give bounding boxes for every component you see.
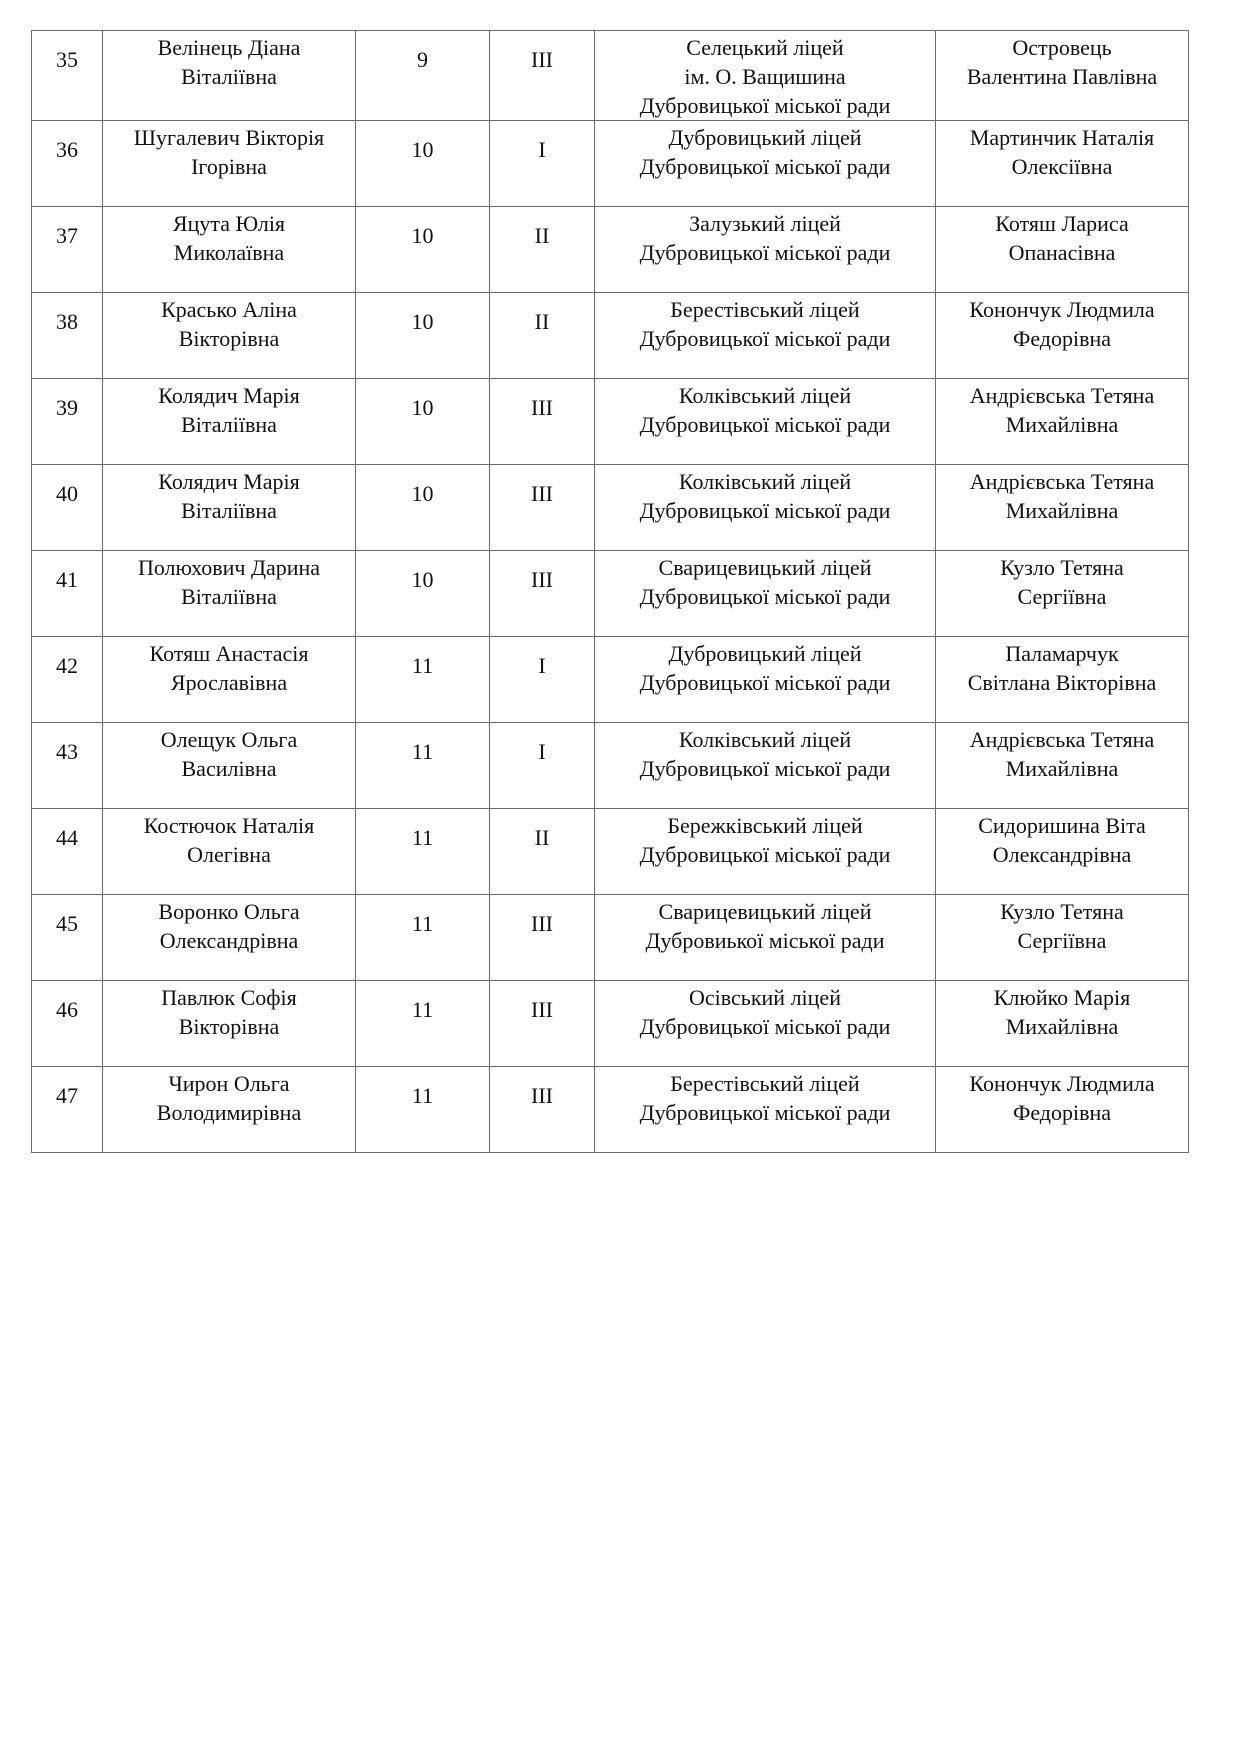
row-number-cell: 36 bbox=[32, 121, 103, 207]
teacher-cell bbox=[936, 121, 1189, 207]
student-name-cell bbox=[103, 637, 356, 723]
school-cell-line: Дубровицької міської ради bbox=[639, 756, 891, 781]
student-name-cell-line: Віталіївна bbox=[181, 412, 277, 437]
grade-cell: 10 bbox=[356, 379, 490, 465]
teacher-cell bbox=[936, 809, 1189, 895]
teacher-cell-line: Михайлівна bbox=[1005, 412, 1119, 437]
teacher-cell bbox=[936, 723, 1189, 809]
table-row bbox=[32, 207, 1189, 293]
student-name-cell-line: Ігорівна bbox=[191, 154, 267, 179]
student-name-cell-line: Яцута Юлія bbox=[172, 211, 286, 236]
table-row bbox=[32, 1067, 1189, 1153]
school-cell bbox=[595, 465, 936, 551]
row-number-cell: 46 bbox=[32, 981, 103, 1067]
school-cell bbox=[595, 551, 936, 637]
teacher-cell-line: Олександрівна bbox=[992, 842, 1132, 867]
teacher-cell-line: Опанасівна bbox=[1008, 240, 1116, 265]
school-cell-line: Берестівський ліцей bbox=[670, 297, 860, 322]
student-name-cell bbox=[103, 379, 356, 465]
school-cell-line: Колківський ліцей bbox=[678, 383, 852, 408]
teacher-cell bbox=[936, 379, 1189, 465]
teacher-cell-line: Конончук Людмила bbox=[969, 1071, 1155, 1096]
place-cell: II bbox=[490, 207, 595, 293]
place-cell: II bbox=[490, 293, 595, 379]
table-row bbox=[32, 31, 1189, 121]
table-row bbox=[32, 723, 1189, 809]
grade-cell: 10 bbox=[356, 293, 490, 379]
school-cell-line: Дубровицької міської ради bbox=[639, 1100, 891, 1125]
row-number-cell: 47 bbox=[32, 1067, 103, 1153]
row-number-cell: 40 bbox=[32, 465, 103, 551]
teacher-cell-line: Паламарчук bbox=[1005, 641, 1119, 666]
grade-cell: 9 bbox=[356, 31, 490, 121]
place-cell: I bbox=[490, 723, 595, 809]
school-cell bbox=[595, 207, 936, 293]
student-name-cell-line: Красько Аліна bbox=[161, 297, 297, 322]
table-row bbox=[32, 981, 1189, 1067]
school-cell-line: Дубровицької міської ради bbox=[639, 93, 891, 118]
student-name-cell-line: Вікторівна bbox=[178, 326, 280, 351]
student-name-cell-line: Котяш Анастасія bbox=[149, 641, 309, 666]
student-name-cell bbox=[103, 551, 356, 637]
student-name-cell-line: Віталіївна bbox=[181, 498, 277, 523]
grade-cell: 11 bbox=[356, 895, 490, 981]
student-name-cell-line: Василівна bbox=[181, 756, 277, 781]
row-number-cell: 41 bbox=[32, 551, 103, 637]
teacher-cell bbox=[936, 981, 1189, 1067]
school-cell-line: Залузький ліцей bbox=[689, 211, 841, 236]
table-row bbox=[32, 293, 1189, 379]
student-name-cell-line: Віталіївна bbox=[181, 584, 277, 609]
student-name-cell bbox=[103, 809, 356, 895]
student-name-cell bbox=[103, 31, 356, 121]
teacher-cell-line: Світлана Вікторівна bbox=[967, 670, 1157, 695]
grade-cell: 11 bbox=[356, 809, 490, 895]
teacher-cell-line: Михайлівна bbox=[1005, 1014, 1119, 1039]
student-name-cell-line: Костючок Наталія bbox=[143, 813, 315, 838]
school-cell-line: Осівський ліцей bbox=[689, 985, 841, 1010]
teacher-cell-line: Федорівна bbox=[1012, 1100, 1112, 1125]
school-cell bbox=[595, 1067, 936, 1153]
school-cell-line: Дубровиької міської ради bbox=[645, 928, 885, 953]
grade-cell: 11 bbox=[356, 1067, 490, 1153]
school-cell-line: Дубровицький ліцей bbox=[668, 641, 862, 666]
place-cell: I bbox=[490, 637, 595, 723]
teacher-cell-line: Михайлівна bbox=[1005, 756, 1119, 781]
student-name-cell-line: Павлюк Софія bbox=[161, 985, 297, 1010]
teacher-cell-line: Федорівна bbox=[1012, 326, 1112, 351]
row-number-cell: 44 bbox=[32, 809, 103, 895]
student-name-cell bbox=[103, 121, 356, 207]
school-cell-line: Дубровицької міської ради bbox=[639, 498, 891, 523]
place-cell: II bbox=[490, 809, 595, 895]
teacher-cell-line: Конончук Людмила bbox=[969, 297, 1155, 322]
teacher-cell-line: Олексіївна bbox=[1011, 154, 1113, 179]
student-name-cell bbox=[103, 981, 356, 1067]
student-name-cell bbox=[103, 293, 356, 379]
school-cell bbox=[595, 637, 936, 723]
student-name-cell-line: Володимирівна bbox=[156, 1100, 302, 1125]
student-name-cell bbox=[103, 723, 356, 809]
school-cell bbox=[595, 121, 936, 207]
school-cell-line: ім. О. Ващишина bbox=[684, 64, 846, 89]
student-name-cell-line: Віталіївна bbox=[181, 64, 277, 89]
school-cell-line: Сварицевицький ліцей bbox=[658, 555, 872, 580]
grade-cell: 10 bbox=[356, 465, 490, 551]
student-name-cell bbox=[103, 1067, 356, 1153]
row-number-cell: 42 bbox=[32, 637, 103, 723]
school-cell-line: Дубровицької міської ради bbox=[639, 584, 891, 609]
grade-cell: 11 bbox=[356, 637, 490, 723]
table-row bbox=[32, 895, 1189, 981]
row-number-cell: 45 bbox=[32, 895, 103, 981]
school-cell bbox=[595, 31, 936, 121]
teacher-cell-line: Кузло Тетяна bbox=[1000, 555, 1124, 580]
student-name-cell-line: Олегівна bbox=[187, 842, 271, 867]
teacher-cell-line: Андрієвська Тетяна bbox=[969, 469, 1155, 494]
results-table bbox=[31, 30, 1189, 1153]
school-cell-line: Дубровицької міської ради bbox=[639, 240, 891, 265]
school-cell-line: Дубровицької міської ради bbox=[639, 326, 891, 351]
table-row bbox=[32, 465, 1189, 551]
teacher-cell bbox=[936, 1067, 1189, 1153]
place-cell: III bbox=[490, 551, 595, 637]
place-cell: III bbox=[490, 1067, 595, 1153]
place-cell: III bbox=[490, 379, 595, 465]
school-cell bbox=[595, 293, 936, 379]
school-cell-line: Колківський ліцей bbox=[678, 469, 852, 494]
teacher-cell-line: Клюйко Марія bbox=[993, 985, 1131, 1010]
place-cell: III bbox=[490, 895, 595, 981]
student-name-cell-line: Миколаївна bbox=[173, 240, 285, 265]
student-name-cell-line: Шугалевич Вікторія bbox=[133, 125, 325, 150]
school-cell-line: Дубровицької міської ради bbox=[639, 842, 891, 867]
school-cell-line: Селецький ліцей bbox=[686, 35, 844, 60]
school-cell-line: Дубровицької міської ради bbox=[639, 412, 891, 437]
grade-cell: 11 bbox=[356, 981, 490, 1067]
teacher-cell-line: Сергіївна bbox=[1017, 584, 1107, 609]
student-name-cell-line: Колядич Марія bbox=[158, 383, 300, 408]
teacher-cell-line: Андрієвська Тетяна bbox=[969, 727, 1155, 752]
school-cell bbox=[595, 809, 936, 895]
teacher-cell bbox=[936, 207, 1189, 293]
row-number-cell: 39 bbox=[32, 379, 103, 465]
school-cell bbox=[595, 379, 936, 465]
student-name-cell-line: Олександрівна bbox=[159, 928, 299, 953]
table-row bbox=[32, 637, 1189, 723]
school-cell bbox=[595, 895, 936, 981]
school-cell-line: Берестівський ліцей bbox=[670, 1071, 860, 1096]
teacher-cell-line: Островець bbox=[1012, 35, 1112, 60]
student-name-cell bbox=[103, 465, 356, 551]
row-number-cell: 37 bbox=[32, 207, 103, 293]
place-cell: III bbox=[490, 31, 595, 121]
school-cell-line: Колківський ліцей bbox=[678, 727, 852, 752]
grade-cell: 10 bbox=[356, 551, 490, 637]
school-cell-line: Сварицевицький ліцей bbox=[658, 899, 872, 924]
teacher-cell-line: Сергіївна bbox=[1017, 928, 1107, 953]
school-cell bbox=[595, 723, 936, 809]
row-number-cell: 38 bbox=[32, 293, 103, 379]
school-cell-line: Дубровицької міської ради bbox=[639, 670, 891, 695]
student-name-cell bbox=[103, 895, 356, 981]
teacher-cell-line: Сидоришина Віта bbox=[978, 813, 1146, 838]
place-cell: III bbox=[490, 465, 595, 551]
teacher-cell bbox=[936, 293, 1189, 379]
school-cell-line: Дубровицький ліцей bbox=[668, 125, 862, 150]
teacher-cell-line: Андрієвська Тетяна bbox=[969, 383, 1155, 408]
school-cell-line: Бережківський ліцей bbox=[667, 813, 863, 838]
school-cell-line: Дубровицької міської ради bbox=[639, 1014, 891, 1039]
row-number-cell: 43 bbox=[32, 723, 103, 809]
student-name-cell bbox=[103, 207, 356, 293]
teacher-cell-line: Мартинчик Наталія bbox=[969, 125, 1155, 150]
teacher-cell-line: Котяш Лариса bbox=[995, 211, 1129, 236]
student-name-cell-line: Воронко Ольга bbox=[158, 899, 300, 924]
teacher-cell-line: Михайлівна bbox=[1005, 498, 1119, 523]
grade-cell: 11 bbox=[356, 723, 490, 809]
teacher-cell bbox=[936, 465, 1189, 551]
row-number-cell: 35 bbox=[32, 31, 103, 121]
results-table-body bbox=[32, 31, 1189, 1153]
student-name-cell-line: Полюхович Дарина bbox=[137, 555, 321, 580]
place-cell: I bbox=[490, 121, 595, 207]
teacher-cell-line: Валентина Павлівна bbox=[966, 64, 1158, 89]
grade-cell: 10 bbox=[356, 121, 490, 207]
student-name-cell-line: Чирон Ольга bbox=[168, 1071, 290, 1096]
teacher-cell-line: Кузло Тетяна bbox=[1000, 899, 1124, 924]
table-row bbox=[32, 809, 1189, 895]
school-cell-line: Дубровицької міської ради bbox=[639, 154, 891, 179]
school-cell bbox=[595, 981, 936, 1067]
table-row bbox=[32, 121, 1189, 207]
place-cell: III bbox=[490, 981, 595, 1067]
student-name-cell-line: Колядич Марія bbox=[158, 469, 300, 494]
teacher-cell bbox=[936, 895, 1189, 981]
student-name-cell-line: Вікторівна bbox=[178, 1014, 280, 1039]
table-row bbox=[32, 551, 1189, 637]
student-name-cell-line: Олещук Ольга bbox=[160, 727, 298, 752]
table-row bbox=[32, 379, 1189, 465]
student-name-cell-line: Велінець Діана bbox=[157, 35, 301, 60]
grade-cell: 10 bbox=[356, 207, 490, 293]
teacher-cell bbox=[936, 31, 1189, 121]
teacher-cell bbox=[936, 551, 1189, 637]
student-name-cell-line: Ярославівна bbox=[170, 670, 288, 695]
teacher-cell bbox=[936, 637, 1189, 723]
